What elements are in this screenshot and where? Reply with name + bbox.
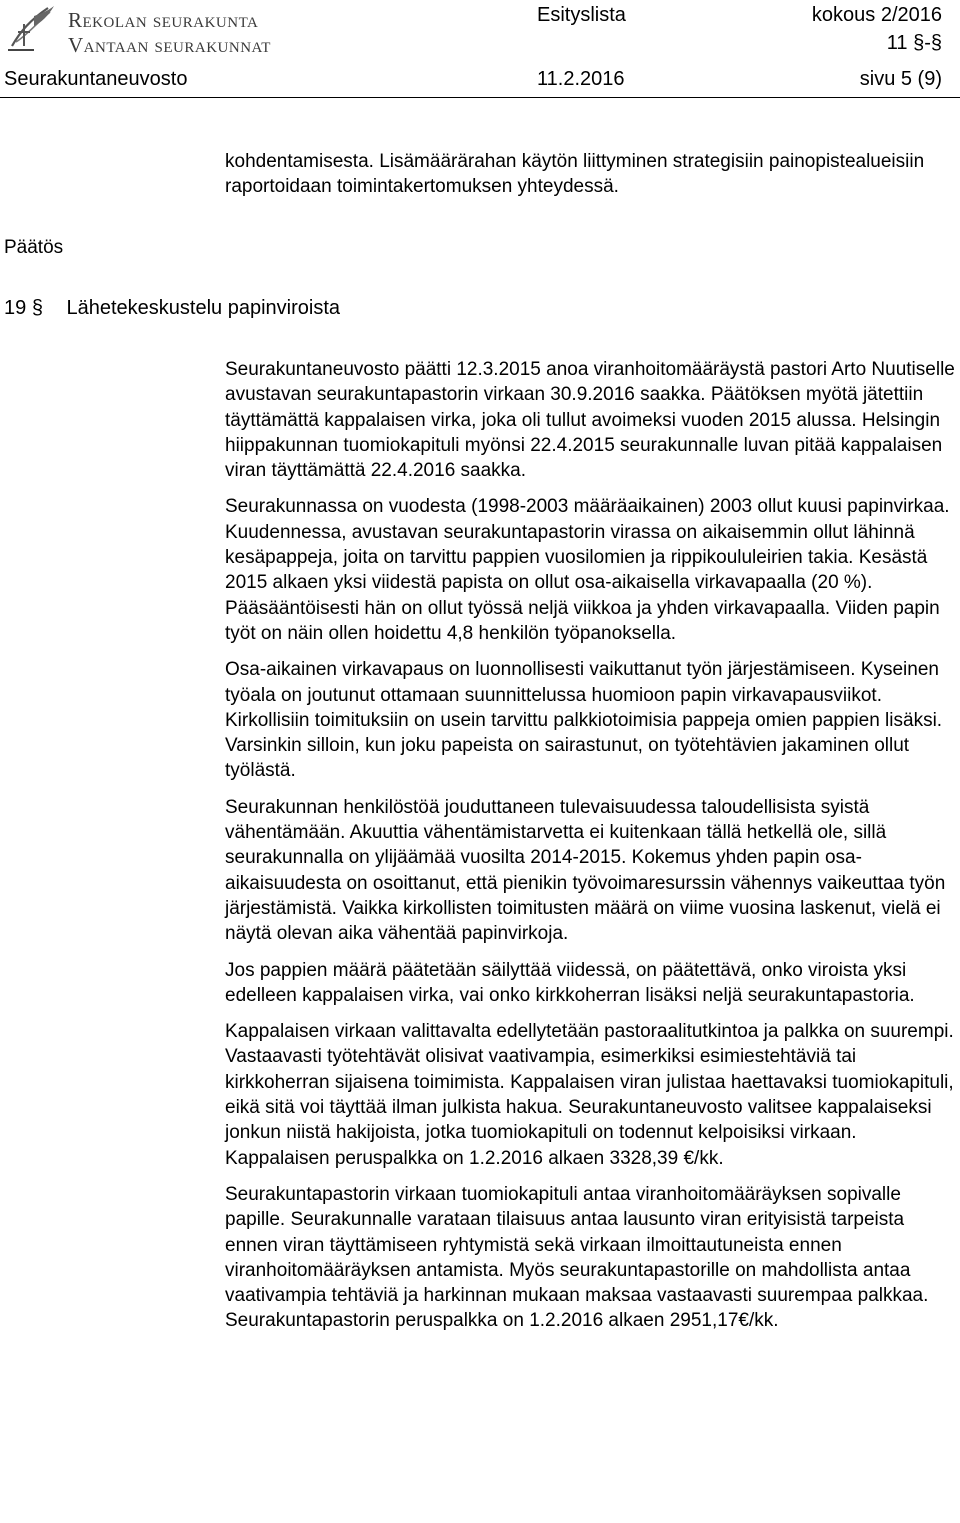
- meeting-number: kokous 2/2016: [811, 4, 942, 26]
- page-header: [0, 0, 960, 100]
- agenda-item-heading: [4, 297, 340, 320]
- organ-name: Seurakuntaneuvosto: [4, 68, 188, 90]
- paragraph: Seurakunnan henkilöstöä jouduttaneen tulevaisuudessa taloudellisista syistä vähentämään. Akuuttia vähentämistarvetta ei kuitenkaan tällä hetkellä ole, sillä seurakunnalla on ylijäämää vuosilta 2014-2015. Kokemus yhden papin osa-aikaisuudesta on osoittanut, että pienikin työvoimaresurssin vähennys vaikeuttaa työn järjestämistä. Vaikka kirkollisten toimitusten määrä on viime vuosina laskenut, vielä ei näytä olevan aika vähentää papinvirkoja.: [225, 796, 946, 945]
- header-divider: [0, 97, 960, 98]
- paragraph: Kappalaisen virkaan valittavalta edellytetään pastoraalitutkintoa ja palkka on suurempi. Vastaavasti työtehtävät olisivat vaativampia, esimerkiksi esimiestehtäviä tai kirkkoherran sijaisena toimimista. Kappalaisen viran julistaa haettavaksi tuomiokapituli, eikä sitä voi täyttää ilman julkista hakua. Seurakuntaneuvosto valitsee kappalaiseksi jonkun niistä hakijoista, jotka tuomiokapituli on todennut kelpoisiksi virkaan. Kappalaisen peruspalkka on 1.2.2016 alkaen 3328,39 €/kk.: [225, 1021, 954, 1169]
- org-name-rekola: Rekolan seurakunta: [68, 8, 259, 32]
- item-number: 19: [4, 297, 27, 320]
- item-title: Lähetekeskustelu papinviroista: [66, 297, 341, 320]
- decision-label: Päätös: [4, 237, 64, 258]
- page-number: sivu 5 (9): [859, 68, 942, 90]
- item-body: [225, 357, 955, 1345]
- section-sign-icon: §: [31, 297, 43, 320]
- paragraph: Seurakunnassa on vuodesta (1998-2003 määräaikainen) 2003 ollut kuusi papinvirkaa. Kuudennessa, avustavan seurakuntapastorin virassa on aikaisemmin ollut lähinnä kesäpappeja, joita on tarvittu pappien vuosilomien ja rippikoululeirien takia. Kesästä 2015 alkaen yksi viidestä papista on ollut osa-aikaisella virkavapaalla (20 %). Pääsääntöisesti hän on ollut työssä neljä viikkoa ja yhden virkavapaalla. Viiden papin työt on näin ollen hoidettu 4,8 henkilön työpanoksella.: [225, 496, 950, 644]
- paragraph: Seurakuntaneuvosto päätti 12.3.2015 anoa viranhoitomääräystä pastori Arto Nuutiselle avustavan seurakuntapastorin virkaan 30.9.2016 saakka. Päätöksen myötä jätettiin täyttämättä kappalaisen virka, joka oli tullut avoimeksi vuoden 2015 alussa. Helsingin hiippakunnan tuomiokapituli myönsi 22.4.2015 seurakunnalle luvan pitää kappalaisen viran täyttämättä 22.4.2016 saakka.: [225, 359, 955, 482]
- paragraph: Jos pappien määrä päätetään säilyttää viidessä, on päätettävä, onko viroista yksi edelleen kappalaisen virka, vai onko kirkkoherran lisäksi neljä seurakuntapastoria.: [225, 959, 915, 1006]
- document-type: Esityslista: [537, 4, 626, 26]
- org-name-vantaa: Vantaan seurakunnat: [68, 33, 271, 57]
- intro-paragraph: kohdentamisesta. Lisämäärärahan käytön liittyminen strategisiin painopistealueisiin raportoidaan toimintakertomuksen yhteydessä.: [225, 151, 925, 198]
- paragraph: Seurakuntapastorin virkaan tuomiokapituli antaa viranhoitomääräyksen sopivalle papille. Seurakunnalle varataan tilaisuus antaa lausunto viran erityisistä tarpeista ennen viran täyttämiseen ryhtymistä sekä virkaan ilmoittautuneista ennen viranhoitomääräyksen antamista. Myös seurakuntapastorille on mahdollista antaa vaativampia tehtäviä ja harkinnan mukaan maksaa vastaavasti suurempaa palkkaa. Seurakuntapastorin peruspalkka on 1.2.2016 alkaen 2951,17€/kk.: [225, 1183, 929, 1332]
- meeting-date: 11.2.2016: [537, 68, 625, 90]
- paragraph: Osa-aikainen virkavapaus on luonnollisesti vaikuttanut työn järjestämiseen. Kyseinen työala on joutunut ottamaan suunnittelussa huomioon papin virkavapausviikot. Kirkollisiin toimituksiin on usein tarvittu palkkiotoimisia pappeja omien pappien lisäksi. Varsinkin silloin, kun joku papeista on sairastunut, on työtehtävien jakaminen ollut työlästä.: [225, 659, 943, 782]
- section-range: 11 §-§: [886, 32, 942, 54]
- parish-logo-icon: [4, 2, 62, 56]
